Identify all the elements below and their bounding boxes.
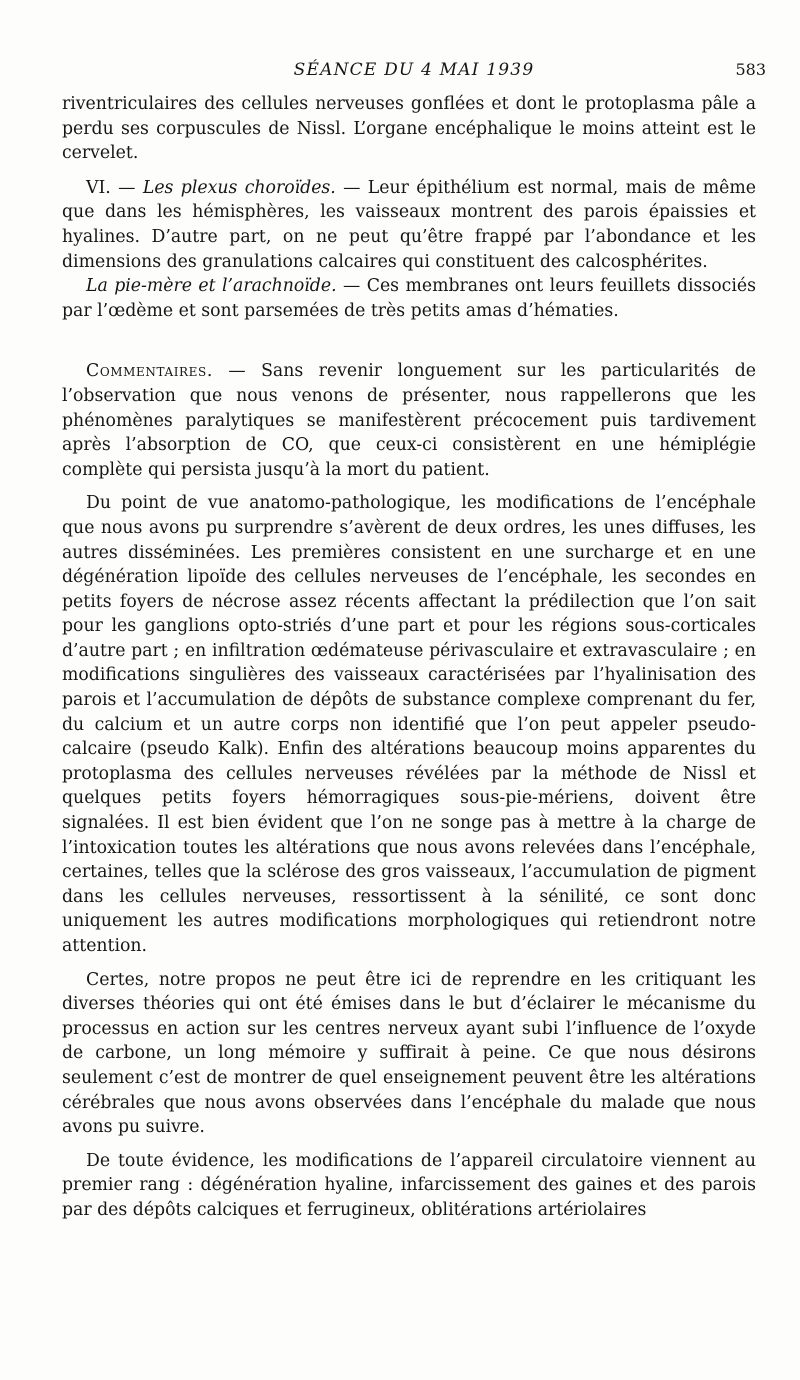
section-text-plexus: — Leur épithélium est normal, mais de même que dans les hémisphères, les vaisseaux montrent des parois épaissies et hyalines. D’autre part, on ne peut qu’être frappé par l’abondance et les dimensions des granulations calcaires qui constituent des calcosphérites. xyxy=(62,177,756,272)
paragraph-continuation: riventriculaires des cellules nerveuses gonflées et dont le protoplasma pâle a perdu ses corpuscules de Nissl. L’organe encéphalique le moins atteint est le cervelet. xyxy=(62,94,756,164)
section-text-pie-mere: — Ces membranes ont leurs feuillets dissociés par l’œdème et sont parsemées de très petits amas d’hématies. xyxy=(62,276,756,321)
paragraph-evidence: De toute évidence, les modifications de l’appareil circulatoire viennent au premier rang : dégénération hyaline, infarcissement des gaines et des parois par des dépôts calciques et ferrugineux, oblitérations artériolaires xyxy=(62,1150,756,1220)
paragraph-plexus-choroides xyxy=(62,176,756,274)
paragraph-anatomo-pathologique: Du point de vue anatomo-pathologique, les modifications de l’encéphale que nous avons pu surprendre s’avèrent de deux ordres, les unes diffuses, les autres disséminées. Les premières consistent en une surcharge et en une dégénération lipoïde des cellules nerveuses de l’encéphale, les secondes en petits foyers de nécrose assez récents affectant la prédilection que l’on sait pour les ganglions opto-striés d’une part et pour les régions sous-corticales d’autre part ; en infiltration œdémateuse périvasculaire et extravasculaire ; en modifications singulières des vaisseaux caractérisées par l’hyalinisation des parois et l’accumulation de dépôts de substance complexe comprenant du fer, du calcium et un autre corps non identifié que l’on peut appeler pseudo-calcaire (pseudo Kalk). Enfin des altérations beaucoup moins apparentes du protoplasma des cellules nerveuses révélées par la méthode de Nissl et quelques petits foyers hémorragiques sous-pie-mériens, doivent être signalées. Il est bien évident que l’on ne songe pas à mettre à la charge de l’intoxication toutes les altérations que nous avons relevées dans l’encéphale, certaines, telles que la sclérose des gros vaisseaux, l’accumulation de pigment dans les cellules nerveuses, ressortissent à la sénilité, ce sont donc uniquement les autres modifications morphologiques qui retiendront notre attention. xyxy=(62,493,756,956)
paragraph-commentaires xyxy=(62,359,756,482)
section-title-commentaires: Commentaires. xyxy=(86,361,213,382)
paragraph-pie-mere xyxy=(62,274,756,323)
body-text xyxy=(62,92,756,1223)
running-title: SÉANCE DU 4 MAI 1939 xyxy=(293,60,535,80)
page-number: 583 xyxy=(735,60,766,79)
page-header xyxy=(62,60,766,86)
section-number: VI. — xyxy=(86,177,143,198)
section-title-pie-mere: La pie-mère et l’arachnoïde. xyxy=(86,276,337,297)
section-title-plexus: Les plexus choroïdes. xyxy=(142,177,336,198)
paragraph-certes: Certes, notre propos ne peut être ici de reprendre en les critiquant les diverses théories qui ont été émises dans le but d’éclairer le mécanisme du processus en action sur les centres nerveux ayant subi l’influence de l’oxyde de carbone, un long mémoire y suffirait à peine. Ce que nous désirons seulement c’est de montrer de quel enseignement peuvent être les altérations cérébrales que nous avons observées dans l’encéphale du malade que nous avons pu suivre. xyxy=(62,969,756,1138)
section-text-commentaires: — Sans revenir longuement sur les particularités de l’observation que nous venons de présenter, nous rappellerons que les phénomènes paralytiques se manifestèrent précocement puis tardivement après l’absorption de CO, que ceux-ci consistèrent en une hémiplégie complète qui persista jusqu’à la mort du patient. xyxy=(62,361,756,480)
